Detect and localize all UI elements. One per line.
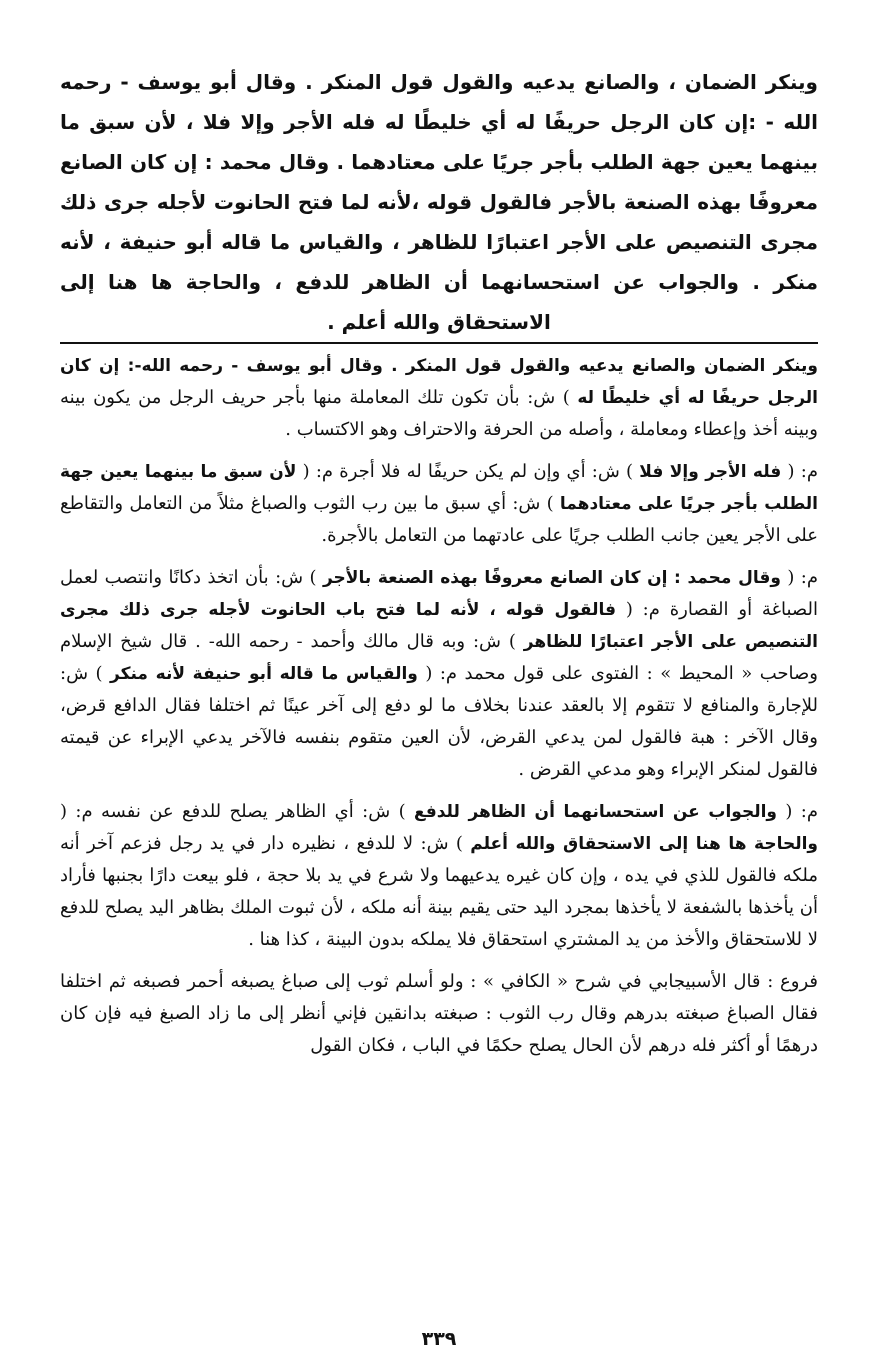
book-page bbox=[60, 62, 818, 1352]
commentary-text: ) ش: وبه قال مالك وأحمد - رحمه الله- . قال شيخ الإسلام وصاحب « المحيط » : الفتوى على قول محمد م: ( bbox=[60, 631, 818, 684]
commentary-text: م: ( bbox=[781, 461, 818, 482]
matn-text: وينكر الضمان ، والصانع يدعيه والقول قول المنكر . وقال أبو يوسف - رحمه الله - :إن كان الرجل حريفًا له أي خليطًا له فله الأجر وإلا فلا ، لأن سبق ما بينهما يعين جهة الطلب بأجر جريًا على معتادهما . وقال محمد : إن كان الصانع معروفًا بهذه الصنعة بالأجر فالقول قوله ،لأنه لما فتح الحانوت لأجله جرى ذلك مجرى التنصيص على الأجر اعتبارًا للظاهر ، والقياس ما قاله أبو حنيفة ، لأنه منكر . والجواب عن استحسانهما أن الظاهر للدفع ، والحاجة ها هنا إلى الاستحقاق والله أعلم . bbox=[60, 70, 818, 334]
quoted-matn: لأن سبق ما بينهما يعين جهة الطلب بأجر جريًا على معتادهما bbox=[60, 462, 818, 514]
quoted-matn: والقياس ما قاله أبو حنيفة لأنه منكر bbox=[110, 664, 418, 684]
quoted-matn: وقال محمد : إن كان الصانع معروفًا بهذه الصنعة بالأجر bbox=[322, 568, 781, 588]
commentary-text: م: ( bbox=[780, 567, 818, 588]
commentary-text: ) ش: بأن اتخذ دكانًا وانتصب لعمل الصباغة أو القصارة م: ( bbox=[60, 567, 818, 620]
quoted-matn: وينكر الضمان والصانع يدعيه والقول قول المنكر . وقال أبو يوسف - رحمه الله-: إن كان الرجل حريفًا له أي خليطًا له bbox=[60, 356, 818, 408]
commentary-text: فروع : قال الأسبيجابي في شرح « الكافي » : ولو أسلم ثوب إلى صباغ يصبغه أحمر فصبغه ثم اختلفا فقال الصباغ صبغته بدرهم وقال رب الثوب : صبغته بدانقين فإني أنظر إلى ما زاد الصبغ فيه فإن كان درهمًا أو أكثر فله درهم لأن الحال يصلح حكمًا في الباب ، فكان القول bbox=[60, 971, 818, 1056]
commentary-paragraph-4 bbox=[60, 796, 818, 956]
quoted-matn: والحاجة ها هنا إلى الاستحقاق والله أعلم bbox=[470, 834, 818, 854]
commentary-text: ) ش: أي الظاهر يصلح للدفع عن نفسه م: ( bbox=[60, 801, 414, 822]
quoted-matn: والجواب عن استحسانهما أن الظاهر للدفع bbox=[413, 802, 777, 822]
page-number: ٣٣٩ bbox=[421, 1328, 457, 1350]
commentary bbox=[60, 350, 818, 1072]
quoted-matn: فالقول قوله ، لأنه لما فتح باب الحانوت لأجله جرى ذلك مجرى التنصيص على الأجر اعتبارًا للظاهر bbox=[60, 600, 819, 652]
commentary-text: ) ش: أي وإن لم يكن حريفًا له فلا أجرة م: ( bbox=[296, 461, 640, 482]
commentary-text: ) ش: لا للدفع ، نظيره دار في يد رجل فزعم آخر أنه ملكه فالقول للذي في يده ، وإن كان غيره يدعيهما ولا شرع في يد بلا حجة ، فلو بيعت دارًا بجنبها فأراد أن يأخذها بالشفعة لا يأخذها بمجرد اليد حتى يقيم بينة أنه ملكه ، لأن ثبوت الملك بظاهر اليد يصلح للدفع لا للاستحقاق والأخذ من يد المشتري استحقاق فلا يملكه بدون البينة ، كذا هنا . bbox=[60, 833, 818, 950]
quoted-matn: فله الأجر وإلا فلا bbox=[639, 462, 782, 482]
commentary-paragraph-3 bbox=[60, 562, 818, 786]
commentary-paragraph-1 bbox=[60, 350, 818, 446]
footnote-divider bbox=[60, 342, 818, 344]
commentary-text: ) ش: أي سبق ما بين رب الثوب والصباغ مثلاً من التعامل والتقاطع على الأجر يعين جانب الطلب جريًا على عادتهما من التعامل بالأجرة. bbox=[60, 493, 818, 546]
commentary-paragraph-5 bbox=[60, 966, 818, 1062]
commentary-text: ) ش: بأن تكون تلك المعاملة منها بأجر حريف الرجل من يكون بينه وبينه أخذ وإعطاء ومعاملة ، وأصله من الحرفة والاحتراف وهو الاكتساب . bbox=[60, 387, 818, 440]
commentary-text: م: ( bbox=[776, 801, 818, 822]
commentary-text: ) ش: للإجارة والمنافع لا تتقوم إلا بالعقد عندنا بخلاف ما لو دفع إلى آخر عينًا ثم اختلفا فقال الدافع قرض، وقال الآخر : هبة فالقول لمن يدعي القرض، لأن العين متقوم بنفسه فالآخر يدعي الإبراء عن قيمته فالقول لمنكر الإبراء وهو مدعي القرض . bbox=[60, 663, 818, 780]
commentary-paragraph-2 bbox=[60, 456, 818, 552]
